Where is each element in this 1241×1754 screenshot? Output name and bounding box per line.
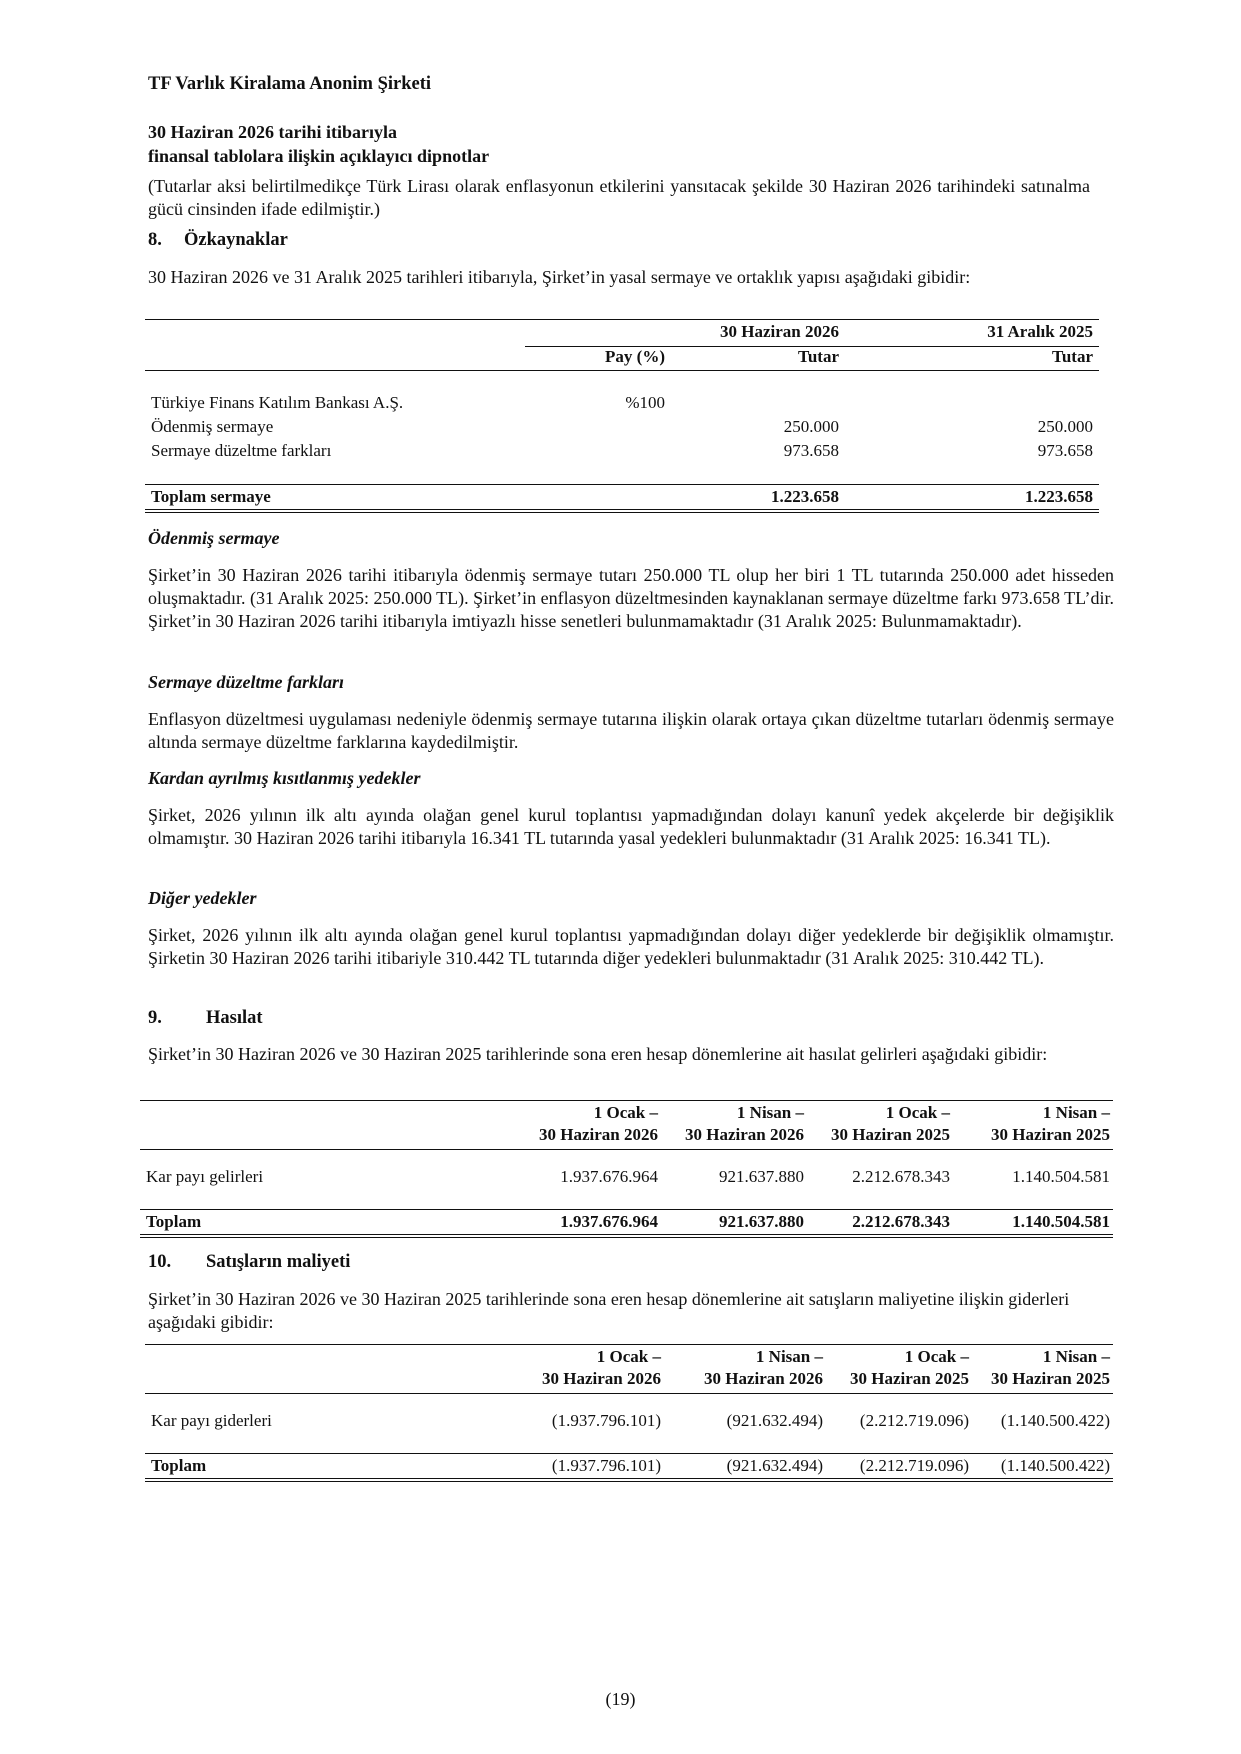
total-value: (1.937.796.101) — [551, 1456, 661, 1475]
capital-total-table — [145, 487, 1099, 509]
section-8-heading — [148, 230, 288, 251]
table-header-rule — [140, 1149, 1113, 1150]
amount-header: Tutar — [665, 346, 845, 372]
period-header: 30 Haziran 2026 — [539, 1125, 658, 1144]
amount-header: Tutar — [845, 346, 1099, 372]
row-label: Kar payı gelirleri — [146, 1167, 264, 1186]
amount-value: 1.937.676.964 — [560, 1167, 658, 1186]
table-row — [145, 1411, 1113, 1435]
section-number: 10. — [148, 1252, 172, 1272]
table-header-row — [145, 1347, 1113, 1369]
period-header: 1 Nisan – — [736, 1103, 804, 1122]
total-value: 1.223.658 — [771, 487, 839, 506]
table-top-rule — [145, 1344, 1113, 1345]
paragraph-capital-adjustments: Enflasyon düzeltmesi uygulaması nedeniyle ödenmiş sermaye tutarına ilişkin olarak ortaya çıkan düzeltme tutarları ödenmiş sermaye altında sermaye düzeltme farklarına kaydedilmiştir. — [148, 709, 1114, 752]
amount-value: 250.000 — [1037, 417, 1093, 436]
period-header: 1 Ocak – — [593, 1103, 658, 1122]
section-10-heading — [148, 1252, 350, 1273]
table-header-row — [145, 322, 1099, 346]
period-header: 1 Nisan – — [1042, 1347, 1110, 1366]
paragraph-restricted-reserves: Şirket, 2026 yılının ilk altı ayında olağan genel kurul toplantısı yapmadığından dolayı kanunî yedek akçelerde bir değişiklik olmamıştır. 30 Haziran 2026 tarihi itibarıyla 16.341 TL tutarında yasal yedekleri bulunmaktadır (31 Aralık 2025: 16.341 TL). — [148, 805, 1114, 848]
paragraph-paid-capital: Şirket’in 30 Haziran 2026 tarihi itibarıyla ödenmiş sermaye tutarı 250.000 TL olup her biri 1 TL tutarında 250.000 adet hisseden oluşmaktadır. (31 Aralık 2025: 250.000 TL). Şirket’in enflasyon düzeltmesinden kaynaklanan sermaye düzeltme farkı 973.658 TL’dir. Şirket’in 30 Haziran 2026 tarihi itibarıyla imtiyazlı hisse senetleri bulunmamaktadır (31 Aralık 2025: Bulunmamaktadır). — [148, 565, 1114, 631]
period-header: 1 Nisan – — [755, 1347, 823, 1366]
share-value: %100 — [625, 393, 665, 412]
total-value: (921.632.494) — [726, 1456, 823, 1475]
table-top-rule — [140, 1100, 1113, 1101]
table-row — [145, 417, 1099, 441]
section-title: Hasılat — [206, 1008, 263, 1028]
share-value — [525, 417, 665, 441]
total-value: (1.140.500.422) — [1000, 1456, 1110, 1475]
period-header: 30 Haziran 2026 — [704, 1369, 823, 1388]
report-title-heading: finansal tablolara ilişkin açıklayıcı dipnotlar — [148, 146, 490, 166]
amount-value: 250.000 — [783, 417, 839, 436]
table-top-rule — [145, 319, 1099, 320]
period-header: 1 Ocak – — [596, 1347, 661, 1366]
row-label: Türkiye Finans Katılım Bankası A.Ş. — [151, 393, 404, 412]
table-row — [145, 393, 1099, 417]
page-number: (19) — [605, 1689, 636, 1709]
amount-value — [665, 393, 845, 417]
row-label: Kar payı giderleri — [151, 1411, 272, 1430]
period-header: 1 Ocak – — [904, 1347, 969, 1366]
section-number: 9. — [148, 1008, 162, 1028]
total-label: Toplam — [151, 1456, 207, 1475]
subheading-capital-adjustments: Sermaye düzeltme farkları — [148, 672, 344, 692]
period-header: 30 Haziran 2026 — [542, 1369, 661, 1388]
table-header-row — [140, 1103, 1113, 1125]
total-row — [145, 1456, 1113, 1478]
cost-of-sales-body — [145, 1411, 1113, 1435]
revenue-table-body — [140, 1167, 1113, 1191]
period-header: 1 Nisan – — [1042, 1103, 1110, 1122]
company-name: TF Varlık Kiralama Anonim Şirketi — [148, 74, 432, 94]
subheading-paid-capital: Ödenmiş sermaye — [148, 528, 280, 548]
table-header-row — [140, 1125, 1113, 1149]
subheading-other-reserves: Diğer yedekler — [148, 888, 257, 908]
section-number: 8. — [148, 230, 162, 250]
table-header-rule — [145, 370, 1099, 371]
amount-value: 973.658 — [783, 441, 839, 460]
capital-structure-body — [145, 393, 1099, 465]
table-row — [140, 1167, 1113, 1191]
subheading-restricted-reserves: Kardan ayrılmış kısıtlanmış yedekler — [148, 768, 421, 788]
share-header: Pay (%) — [525, 346, 665, 372]
period-header: 30 Haziran 2025 — [850, 1369, 969, 1388]
section-title: Satışların maliyeti — [206, 1252, 351, 1272]
total-label: Toplam sermaye — [151, 487, 271, 506]
amount-value: (1.140.500.422) — [1000, 1411, 1110, 1430]
period-header: 30 Haziran 2025 — [991, 1369, 1110, 1388]
section-9-heading — [148, 1008, 263, 1029]
period-header: 30 Haziran 2025 — [831, 1125, 950, 1144]
total-row — [140, 1212, 1113, 1234]
period-header: 1 Ocak – — [885, 1103, 950, 1122]
table-subheader-row — [145, 346, 1099, 372]
amount-value: (921.632.494) — [726, 1411, 823, 1430]
row-label: Sermaye düzeltme farkları — [151, 441, 332, 460]
period-header: 30 Haziran 2026 — [720, 322, 839, 341]
table-header-row — [145, 1369, 1113, 1393]
cost-of-sales-total — [145, 1456, 1113, 1478]
report-date-heading: 30 Haziran 2026 tarihi itibarıyla — [148, 122, 397, 142]
period-header: 30 Haziran 2026 — [685, 1125, 804, 1144]
revenue-table — [140, 1103, 1113, 1149]
total-value: 1.140.504.581 — [1012, 1212, 1110, 1231]
capital-structure-table — [145, 322, 1099, 372]
revenue-total — [140, 1212, 1113, 1234]
amount-value: (1.937.796.101) — [551, 1411, 661, 1430]
amount-value: 921.637.880 — [719, 1167, 804, 1186]
period-header: 31 Aralık 2025 — [987, 322, 1093, 341]
row-label: Ödenmiş sermaye — [151, 417, 274, 436]
total-value: 2.212.678.343 — [852, 1212, 950, 1231]
section-8-intro: 30 Haziran 2026 ve 31 Aralık 2025 tarihleri itibarıyla, Şirket’in yasal sermaye ve ortaklık yapısı aşağıdaki gibidir: — [148, 267, 971, 287]
total-top-rule — [145, 1453, 1113, 1454]
amount-value: (2.212.719.096) — [859, 1411, 969, 1430]
amount-value: 973.658 — [1037, 441, 1093, 460]
total-row — [145, 487, 1099, 509]
amount-value: 2.212.678.343 — [852, 1167, 950, 1186]
paragraph-other-reserves: Şirket, 2026 yılının ilk altı ayında olağan genel kurul toplantısı yapmadığından dolayı diğer yedeklerde bir değişiklik olmamıştır. Şirketin 30 Haziran 2026 tarihi itibariyle 310.442 TL tutarında diğer yedekleri bulunmaktadır (31 Aralık 2025: 310.442 TL). — [148, 925, 1114, 968]
total-double-rule — [145, 509, 1099, 513]
total-value: 921.637.880 — [719, 1212, 804, 1231]
total-double-rule — [145, 1478, 1113, 1482]
total-top-rule — [145, 484, 1099, 485]
currency-note: (Tutarlar aksi belirtilmedikçe Türk Lirası olarak enflasyonun etkilerini yansıtacak şekilde 30 Haziran 2026 tarihindeki satınalma gücü cinsinden ifade edilmiştir.) — [148, 176, 1090, 219]
amount-value — [845, 393, 1099, 417]
total-value: 1.223.658 — [1025, 487, 1093, 506]
table-header-rule — [145, 1393, 1113, 1394]
cost-of-sales-table — [145, 1347, 1113, 1393]
total-value: (2.212.719.096) — [859, 1456, 969, 1475]
total-value: 1.937.676.964 — [560, 1212, 658, 1231]
section-9-intro: Şirket’in 30 Haziran 2026 ve 30 Haziran 2025 tarihlerinde sona eren hesap dönemlerine ait hasılat gelirleri aşağıdaki gibidir: — [148, 1044, 1048, 1064]
share-value — [525, 441, 665, 465]
section-title: Özkaynaklar — [184, 230, 288, 250]
period-header: 30 Haziran 2025 — [991, 1125, 1110, 1144]
total-top-rule — [140, 1209, 1113, 1210]
amount-value: 1.140.504.581 — [1012, 1167, 1110, 1186]
section-10-intro: Şirket’in 30 Haziran 2026 ve 30 Haziran 2025 tarihlerinde sona eren hesap dönemlerine ait satışların maliyetine ilişkin giderleri aşağıdaki gibidir: — [148, 1289, 1070, 1332]
table-row — [145, 441, 1099, 465]
total-label: Toplam — [146, 1212, 202, 1231]
total-double-rule — [140, 1234, 1113, 1238]
